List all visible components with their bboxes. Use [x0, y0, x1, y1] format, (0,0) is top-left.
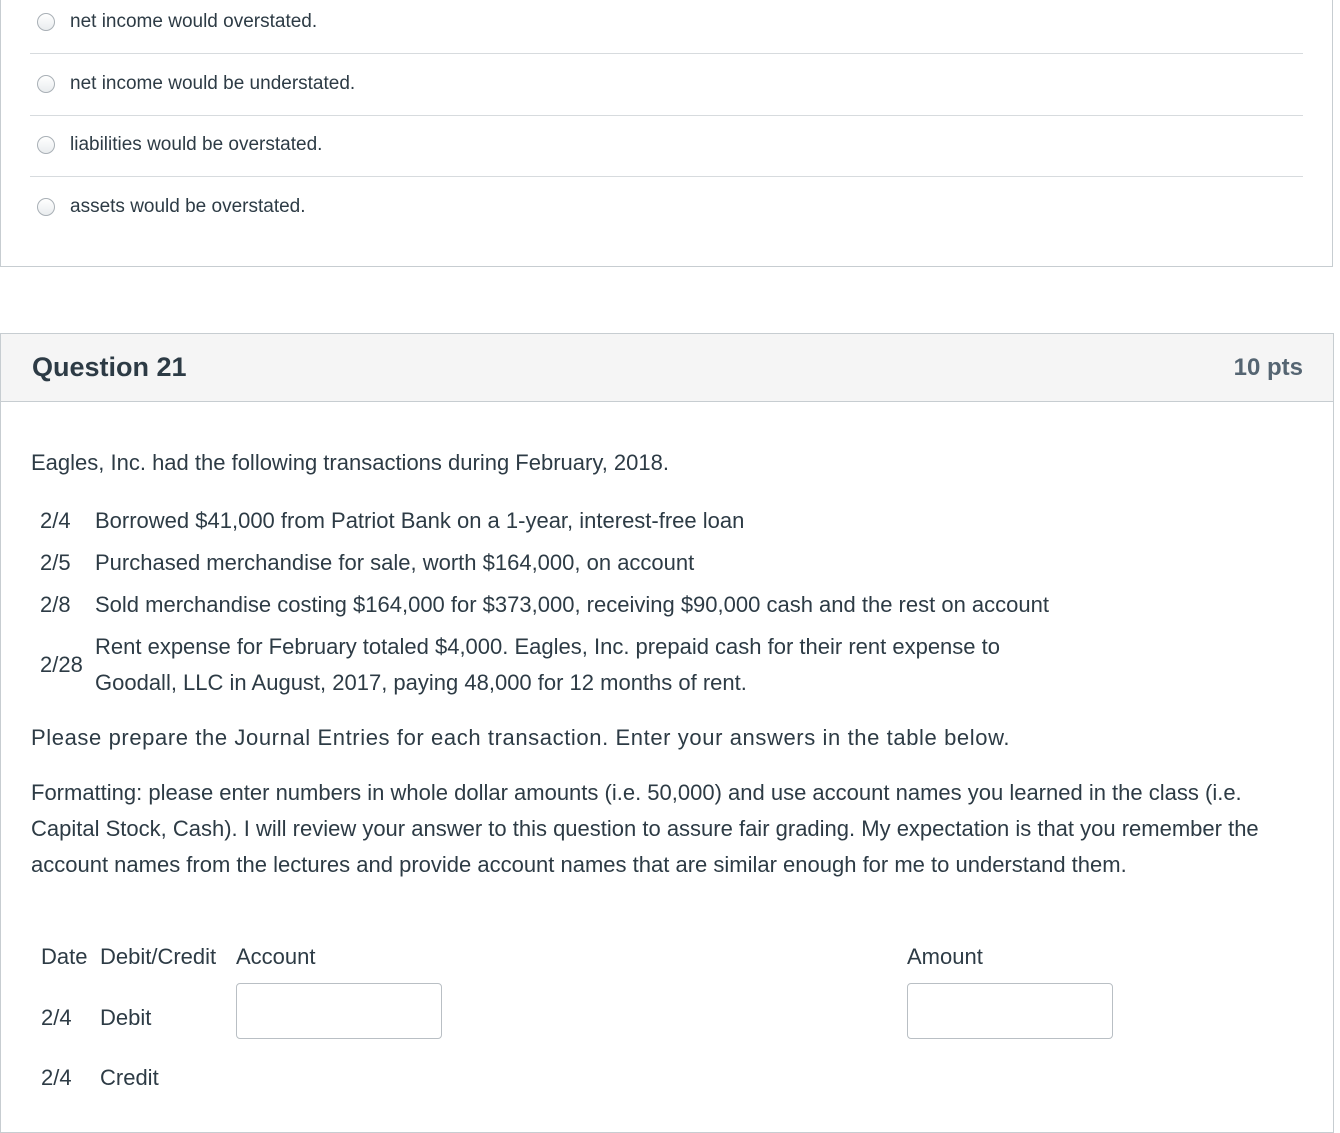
- radio-button-icon[interactable]: [37, 136, 55, 154]
- radio-button-icon[interactable]: [37, 13, 55, 31]
- entry-date: 2/4: [41, 1065, 72, 1090]
- transaction-row: [40, 626, 1049, 704]
- answer-label: assets would be overstated.: [70, 196, 306, 217]
- header-amount: Amount: [907, 944, 983, 969]
- entry-type: Credit: [100, 1065, 159, 1090]
- transactions-table: [40, 500, 1049, 704]
- answer-option-4[interactable]: [30, 177, 1303, 237]
- answer-label: net income would be understated.: [70, 73, 356, 94]
- question-title: Question 21: [32, 352, 187, 382]
- transaction-date: 2/28: [40, 652, 83, 677]
- header-debit-credit: Debit/Credit: [100, 944, 217, 969]
- answer-option-3[interactable]: [30, 115, 1303, 175]
- transaction-description: Purchased merchandise for sale, worth $164,000, on account: [95, 550, 695, 575]
- transaction-description: [95, 629, 1000, 701]
- entry-type: Debit: [100, 1005, 152, 1030]
- question-points: 10 pts: [1233, 354, 1303, 381]
- header-account: Account: [236, 944, 316, 969]
- transaction-description-line: Goodall, LLC in August, 2017, paying 48,000 for 12 months of rent.: [95, 670, 747, 695]
- answer-option-2[interactable]: [30, 54, 1303, 114]
- answer-label: liabilities would be overstated.: [70, 134, 323, 155]
- transaction-description-line: Rent expense for February totaled $4,000. Eagles, Inc. prepaid cash for their rent expense to: [95, 634, 1000, 659]
- answer-option-1[interactable]: [30, 0, 1303, 52]
- transaction-row: [40, 542, 1049, 584]
- transaction-date: 2/8: [40, 592, 71, 617]
- transaction-description: Sold merchandise costing $164,000 for $373,000, receiving $90,000 cash and the rest on account: [95, 592, 1049, 617]
- question-instruction: Please prepare the Journal Entries for each transaction. Enter your answers in the table below.: [31, 725, 1011, 750]
- answer-label: net income would overstated.: [70, 11, 318, 32]
- transaction-row: [40, 500, 1049, 542]
- entry-date: 2/4: [41, 1005, 72, 1030]
- formatting-note: Formatting: please enter numbers in whole dollar amounts (i.e. 50,000) and use account names you learned in the class (i.e. Capital Stock, Cash). I will review your answer to this question to assure fair grading. My expectation is that you remember the account names from the lectures and provide account names that are similar enough for me to understand them.: [31, 780, 1259, 877]
- transaction-date: 2/4: [40, 508, 71, 533]
- transaction-description: Borrowed $41,000 from Patriot Bank on a 1-year, interest-free loan: [95, 508, 745, 533]
- transaction-row: [40, 584, 1049, 626]
- transaction-date: 2/5: [40, 550, 71, 575]
- header-date: Date: [41, 944, 88, 969]
- amount-input[interactable]: [907, 983, 1113, 1039]
- account-input[interactable]: [236, 983, 442, 1039]
- question-intro: Eagles, Inc. had the following transactions during February, 2018.: [31, 450, 669, 475]
- radio-button-icon[interactable]: [37, 198, 55, 216]
- radio-button-icon[interactable]: [37, 75, 55, 93]
- question-header: [1, 334, 1333, 402]
